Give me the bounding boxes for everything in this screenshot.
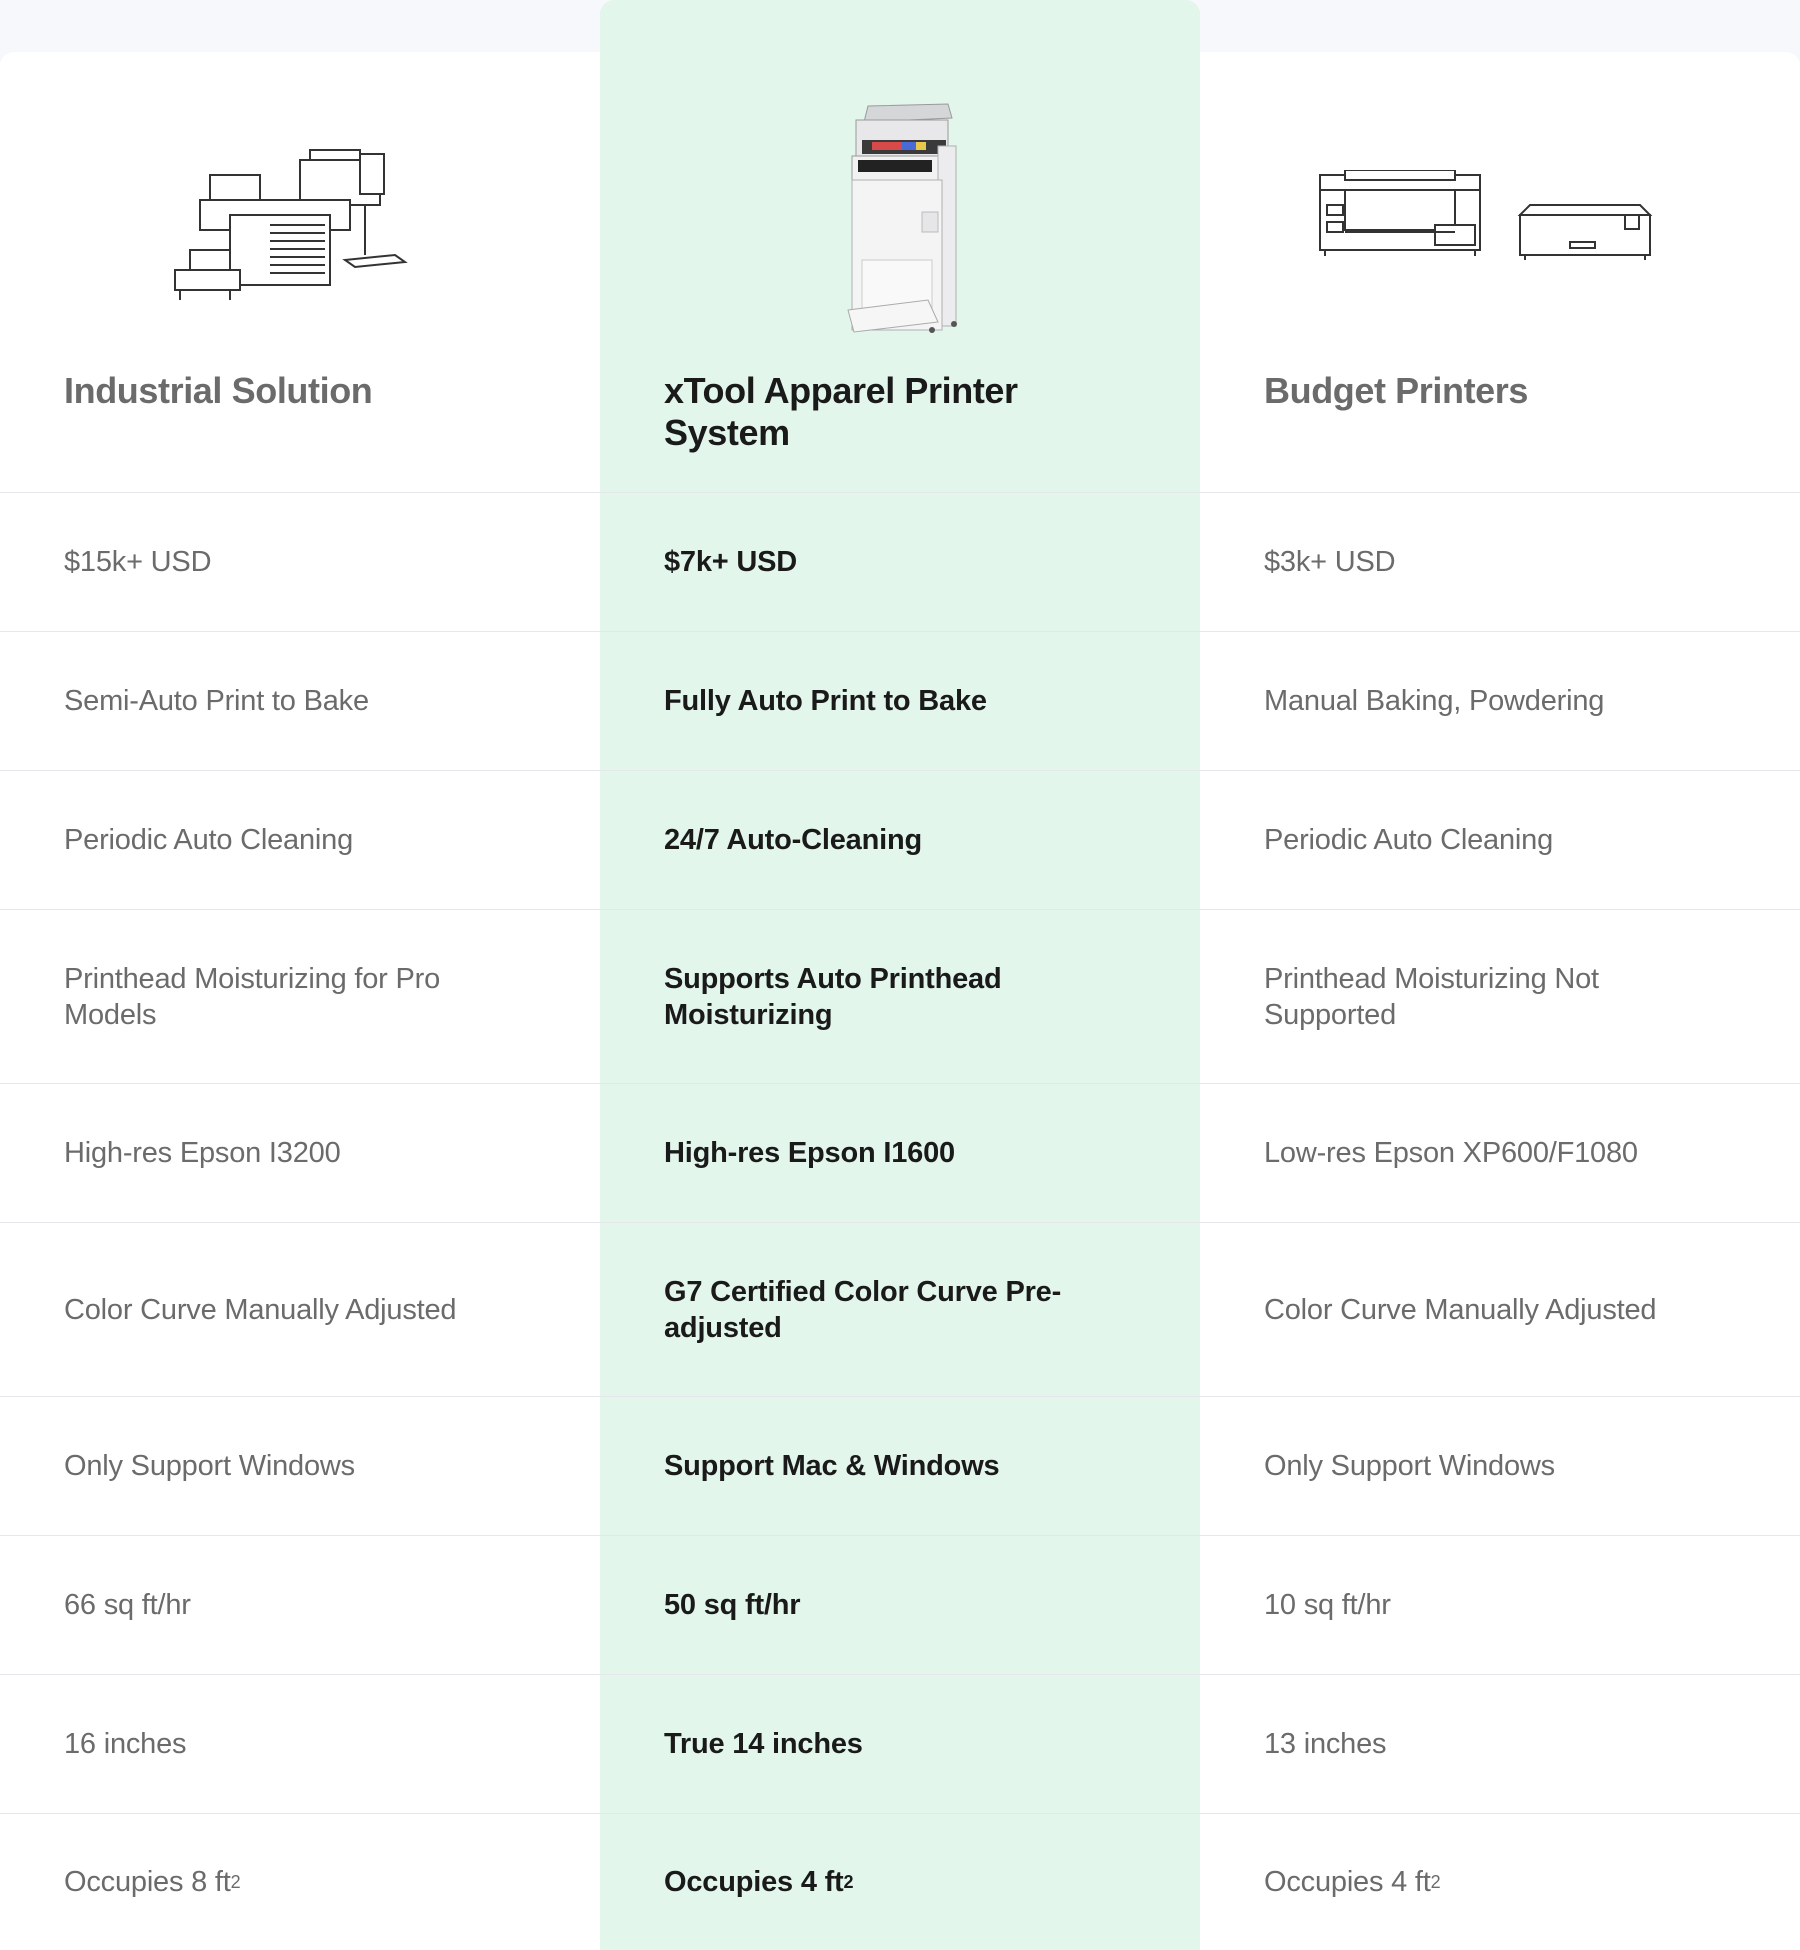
row-footprint (0, 1814, 1800, 1950)
row-speed (0, 1536, 1800, 1675)
row-moisturizing (0, 910, 1800, 1084)
column-title: Industrial Solution (64, 370, 373, 411)
cell-budget: Only Support Windows (1264, 1450, 1555, 1482)
cell-text: Occupies 4 ft (664, 1866, 844, 1898)
cell-budget: Color Curve Manually Adjusted (1264, 1293, 1657, 1326)
cell-budget: $3k+ USD (1264, 546, 1396, 578)
cell-budget: Low-res Epson XP600/F1080 (1264, 1137, 1638, 1169)
cell-industrial: $15k+ USD (64, 546, 212, 578)
column-title: Budget Printers (1264, 370, 1529, 411)
cell-text: Occupies 4 ft (1264, 1866, 1431, 1898)
column-industrial (0, 0, 600, 492)
cell-xtool: G7 Certified Color Curve Pre-adjusted (664, 1275, 1062, 1344)
cell-industrial: 66 sq ft/hr (64, 1589, 191, 1621)
row-price (0, 493, 1800, 632)
cell-budget: Manual Baking, Powdering (1264, 685, 1605, 717)
cell-xtool: Support Mac & Windows (664, 1450, 1000, 1482)
cell-industrial: 16 inches (64, 1728, 187, 1760)
industrial-printer-image (170, 130, 410, 305)
cell-xtool: 24/7 Auto-Cleaning (664, 824, 922, 856)
cell-industrial: Occupies 8 ft 2 (64, 1866, 241, 1898)
row-printhead (0, 1084, 1800, 1223)
column-xtool (600, 0, 1200, 492)
column-budget (1200, 0, 1800, 492)
cell-xtool: 50 sq ft/hr (664, 1589, 801, 1621)
cell-xtool: Fully Auto Print to Bake (664, 685, 987, 717)
cell-budget: Occupies 4 ft 2 (1264, 1866, 1441, 1898)
cell-industrial: Color Curve Manually Adjusted (64, 1293, 457, 1326)
cell-budget: 13 inches (1264, 1728, 1387, 1760)
row-color-curve (0, 1223, 1800, 1397)
cell-xtool: High-res Epson I1600 (664, 1137, 955, 1169)
cell-xtool: Supports Auto Printhead Moisturizing (664, 962, 1002, 1031)
row-cleaning (0, 771, 1800, 910)
cell-industrial: Periodic Auto Cleaning (64, 824, 354, 856)
row-os-support (0, 1397, 1800, 1536)
cell-industrial: Semi-Auto Print to Bake (64, 685, 369, 717)
cell-budget: Periodic Auto Cleaning (1264, 824, 1554, 856)
row-automation (0, 632, 1800, 771)
column-title: xTool Apparel Printer System (664, 370, 1018, 453)
cell-industrial: Printhead Moisturizing for Pro Models (64, 962, 440, 1031)
cell-xtool: $7k+ USD (664, 546, 798, 578)
cell-industrial: Only Support Windows (64, 1450, 355, 1482)
cell-xtool: True 14 inches (664, 1728, 863, 1760)
row-width (0, 1675, 1800, 1814)
cell-industrial: High-res Epson I3200 (64, 1137, 341, 1169)
cell-budget: 10 sq ft/hr (1264, 1589, 1391, 1621)
budget-printer-image (1315, 170, 1675, 265)
cell-budget: Printhead Moisturizing Not Supported (1264, 962, 1599, 1031)
xtool-printer-image (828, 100, 968, 335)
cell-xtool: Occupies 4 ft 2 (664, 1866, 854, 1898)
header-row (0, 0, 1800, 493)
cell-text: Occupies 8 ft (64, 1866, 231, 1898)
